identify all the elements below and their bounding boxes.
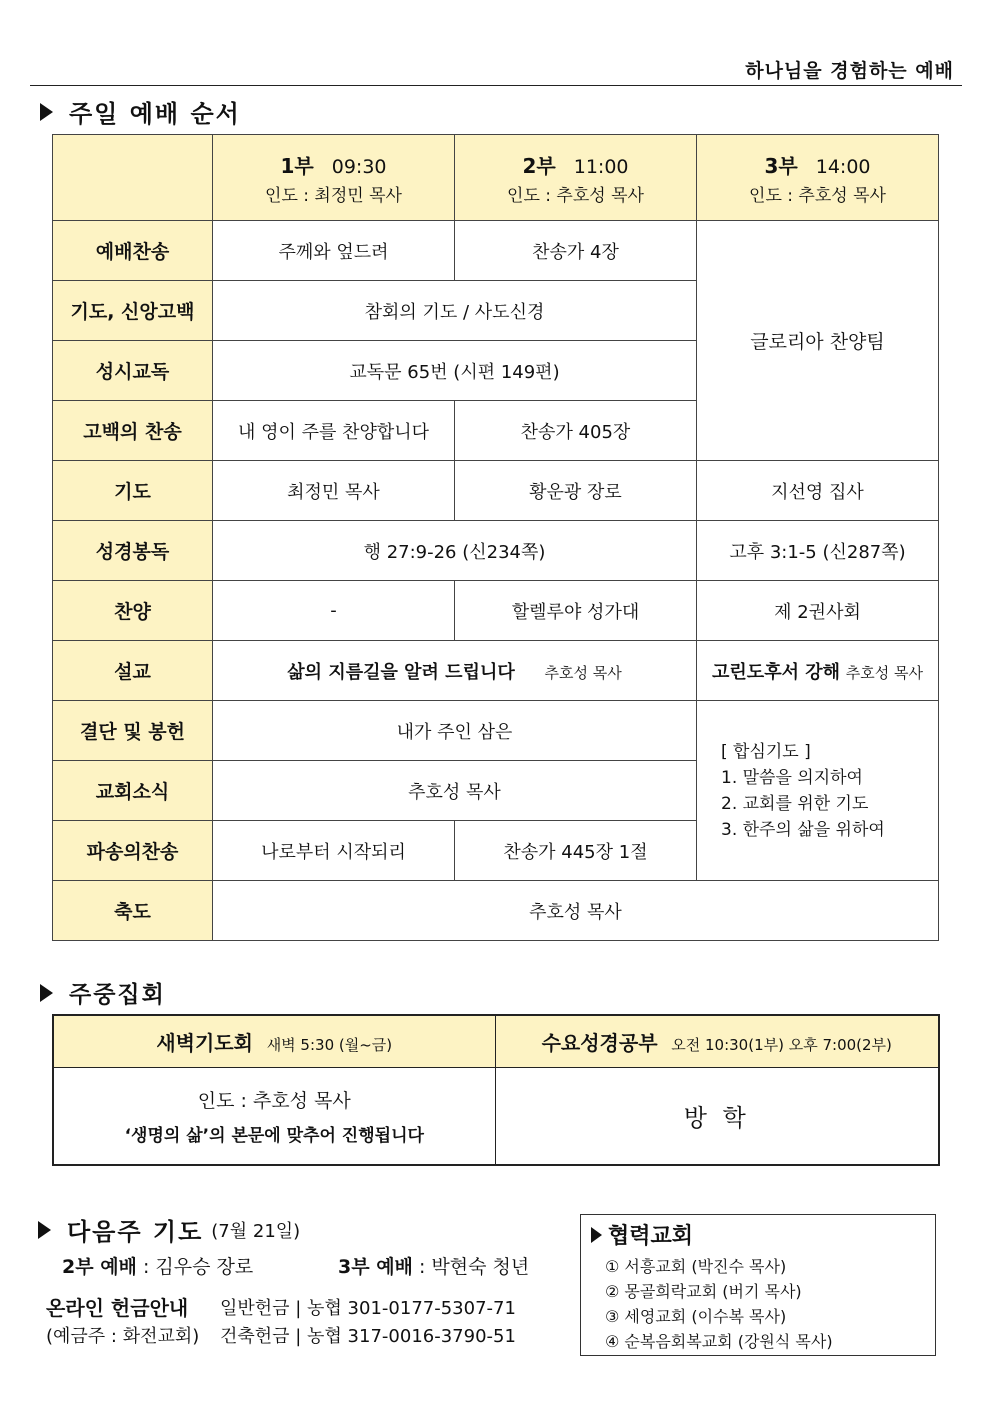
- partner-item: ④ 순복음회복교회 (강원식 목사): [605, 1332, 833, 1351]
- cell: 참회의 기도 / 사도신경: [213, 281, 697, 341]
- cell: 최정민 목사: [213, 461, 455, 521]
- cell: 추호성 목사: [213, 881, 939, 941]
- offering-holder: (예금주 : 화전교회): [46, 1326, 200, 1347]
- cell: 찬송가 4장: [455, 221, 697, 281]
- row-label: 결단 및 봉헌: [53, 701, 213, 761]
- table-row: [53, 701, 939, 761]
- gatherings-title-text: 주중집회: [69, 982, 166, 1008]
- table-row: [53, 641, 939, 701]
- sunday-section-title: [40, 94, 241, 129]
- unison-prayer-item: 1. 말씀을 의지하여: [721, 767, 863, 788]
- dawn-header: 새벽기도회 새벽 5:30 (월~금): [53, 1015, 495, 1067]
- cell: -: [213, 581, 455, 641]
- partner-title: 협력교회: [591, 1219, 925, 1250]
- cell: 고후 3:1-5 (신287쪽): [697, 521, 939, 581]
- row-label: 예배찬송: [53, 221, 213, 281]
- row-label: 파송의찬송: [53, 821, 213, 881]
- row-label: 설교: [53, 641, 213, 701]
- part1-header: 1부 09:30 인도 : 최정민 목사: [213, 135, 455, 221]
- cell: 추호성 목사: [213, 761, 697, 821]
- sermon-preacher: 추호성 목사: [544, 663, 622, 682]
- unison-prayer-item: 3. 한주의 삶을 위하여: [721, 819, 885, 840]
- part3-header: 3부 14:00 인도 : 추호성 목사: [697, 135, 939, 221]
- cell: 내 영이 주를 찬양합니다: [213, 401, 455, 461]
- sermon-cell: [213, 641, 697, 701]
- partner-item: ③ 세영교회 (이수복 목사): [605, 1307, 787, 1326]
- unison-prayer-title: [ 합심기도 ]: [721, 741, 811, 762]
- cell: 주께와 엎드려: [213, 221, 455, 281]
- row-label: 교회소식: [53, 761, 213, 821]
- row-label: 성경봉독: [53, 521, 213, 581]
- sermon-p3-cell: [697, 641, 939, 701]
- sermon-p3-preacher: 추호성 목사: [845, 663, 923, 682]
- praise-team-cell: 글로리아 찬양팀: [697, 221, 939, 461]
- gatherings-header-row: [53, 1015, 939, 1067]
- gatherings-table: [52, 1014, 940, 1166]
- wednesday-body: 방 학: [495, 1067, 939, 1165]
- cell: 지선영 집사: [697, 461, 939, 521]
- cell: 할렐루야 성가대: [455, 581, 697, 641]
- partner-item: ① 서흥교회 (박진수 목사): [605, 1257, 787, 1276]
- unison-prayer-cell: [697, 701, 939, 881]
- cell: 찬송가 405장: [455, 401, 697, 461]
- sermon-title: 삶의 지름길을 알려 드립니다: [287, 661, 515, 683]
- dawn-body: 인도 : 추호성 목사 ‘생명의 삶’의 본문에 맞추어 진행됩니다: [53, 1067, 495, 1165]
- table-row: [53, 461, 939, 521]
- partner-item: ② 몽골희락교회 (버기 목사): [605, 1282, 802, 1301]
- table-row: [53, 221, 939, 281]
- cell: 제 2권사회: [697, 581, 939, 641]
- row-label: 축도: [53, 881, 213, 941]
- cell: 내가 주인 삼은: [213, 701, 697, 761]
- header-divider: [30, 85, 962, 86]
- sunday-order-table: [52, 134, 939, 941]
- cell: 찬송가 445장 1절: [455, 821, 697, 881]
- table-header-row: [53, 135, 939, 221]
- row-label: 고백의 찬송: [53, 401, 213, 461]
- cell: 나로부터 시작되리: [213, 821, 455, 881]
- offering-title: 온라인 헌금안내: [46, 1296, 189, 1320]
- row-label: 기도, 신앙고백: [53, 281, 213, 341]
- unison-prayer-item: 2. 교회를 위한 기도: [721, 793, 869, 814]
- next-week-title: 다음주 기도 (7월 21일): [38, 1212, 300, 1247]
- triangle-bullet-icon: [40, 984, 53, 1002]
- header-empty-cell: [53, 135, 213, 221]
- row-label: 찬양: [53, 581, 213, 641]
- row-label: 기도: [53, 461, 213, 521]
- triangle-bullet-icon: [38, 1221, 51, 1239]
- row-label: 성시교독: [53, 341, 213, 401]
- table-row: [53, 521, 939, 581]
- next-week-p2: 2부 예배 : 김우승 장로: [62, 1256, 254, 1278]
- table-row: [53, 881, 939, 941]
- offering-building: 건축헌금 | 농협 317-0016-3790-51: [220, 1326, 516, 1347]
- sermon-p3-title: 고린도후서 강해: [712, 661, 841, 683]
- wednesday-header: 수요성경공부 오전 10:30(1부) 오후 7:00(2부): [495, 1015, 939, 1067]
- triangle-bullet-icon: [40, 103, 53, 121]
- triangle-bullet-icon: [591, 1227, 602, 1243]
- cell: 교독문 65번 (시편 149편): [213, 341, 697, 401]
- gatherings-section-title: [40, 976, 166, 1009]
- gatherings-body-row: [53, 1067, 939, 1165]
- table-row: [53, 581, 939, 641]
- offering-general: 일반헌금 | 농협 301-0177-5307-71: [220, 1298, 516, 1319]
- part2-header: 2부 11:00 인도 : 추호성 목사: [455, 135, 697, 221]
- partner-churches-box: [580, 1214, 936, 1356]
- cell: 행 27:9-26 (신234쪽): [213, 521, 697, 581]
- next-week-p3: 3부 예배 : 박현숙 청년: [338, 1256, 530, 1278]
- cell: 황운광 장로: [455, 461, 697, 521]
- header-slogan: 하나님을 경험하는 예배: [745, 60, 954, 82]
- sunday-title-text: 주일 예배 순서: [69, 100, 241, 128]
